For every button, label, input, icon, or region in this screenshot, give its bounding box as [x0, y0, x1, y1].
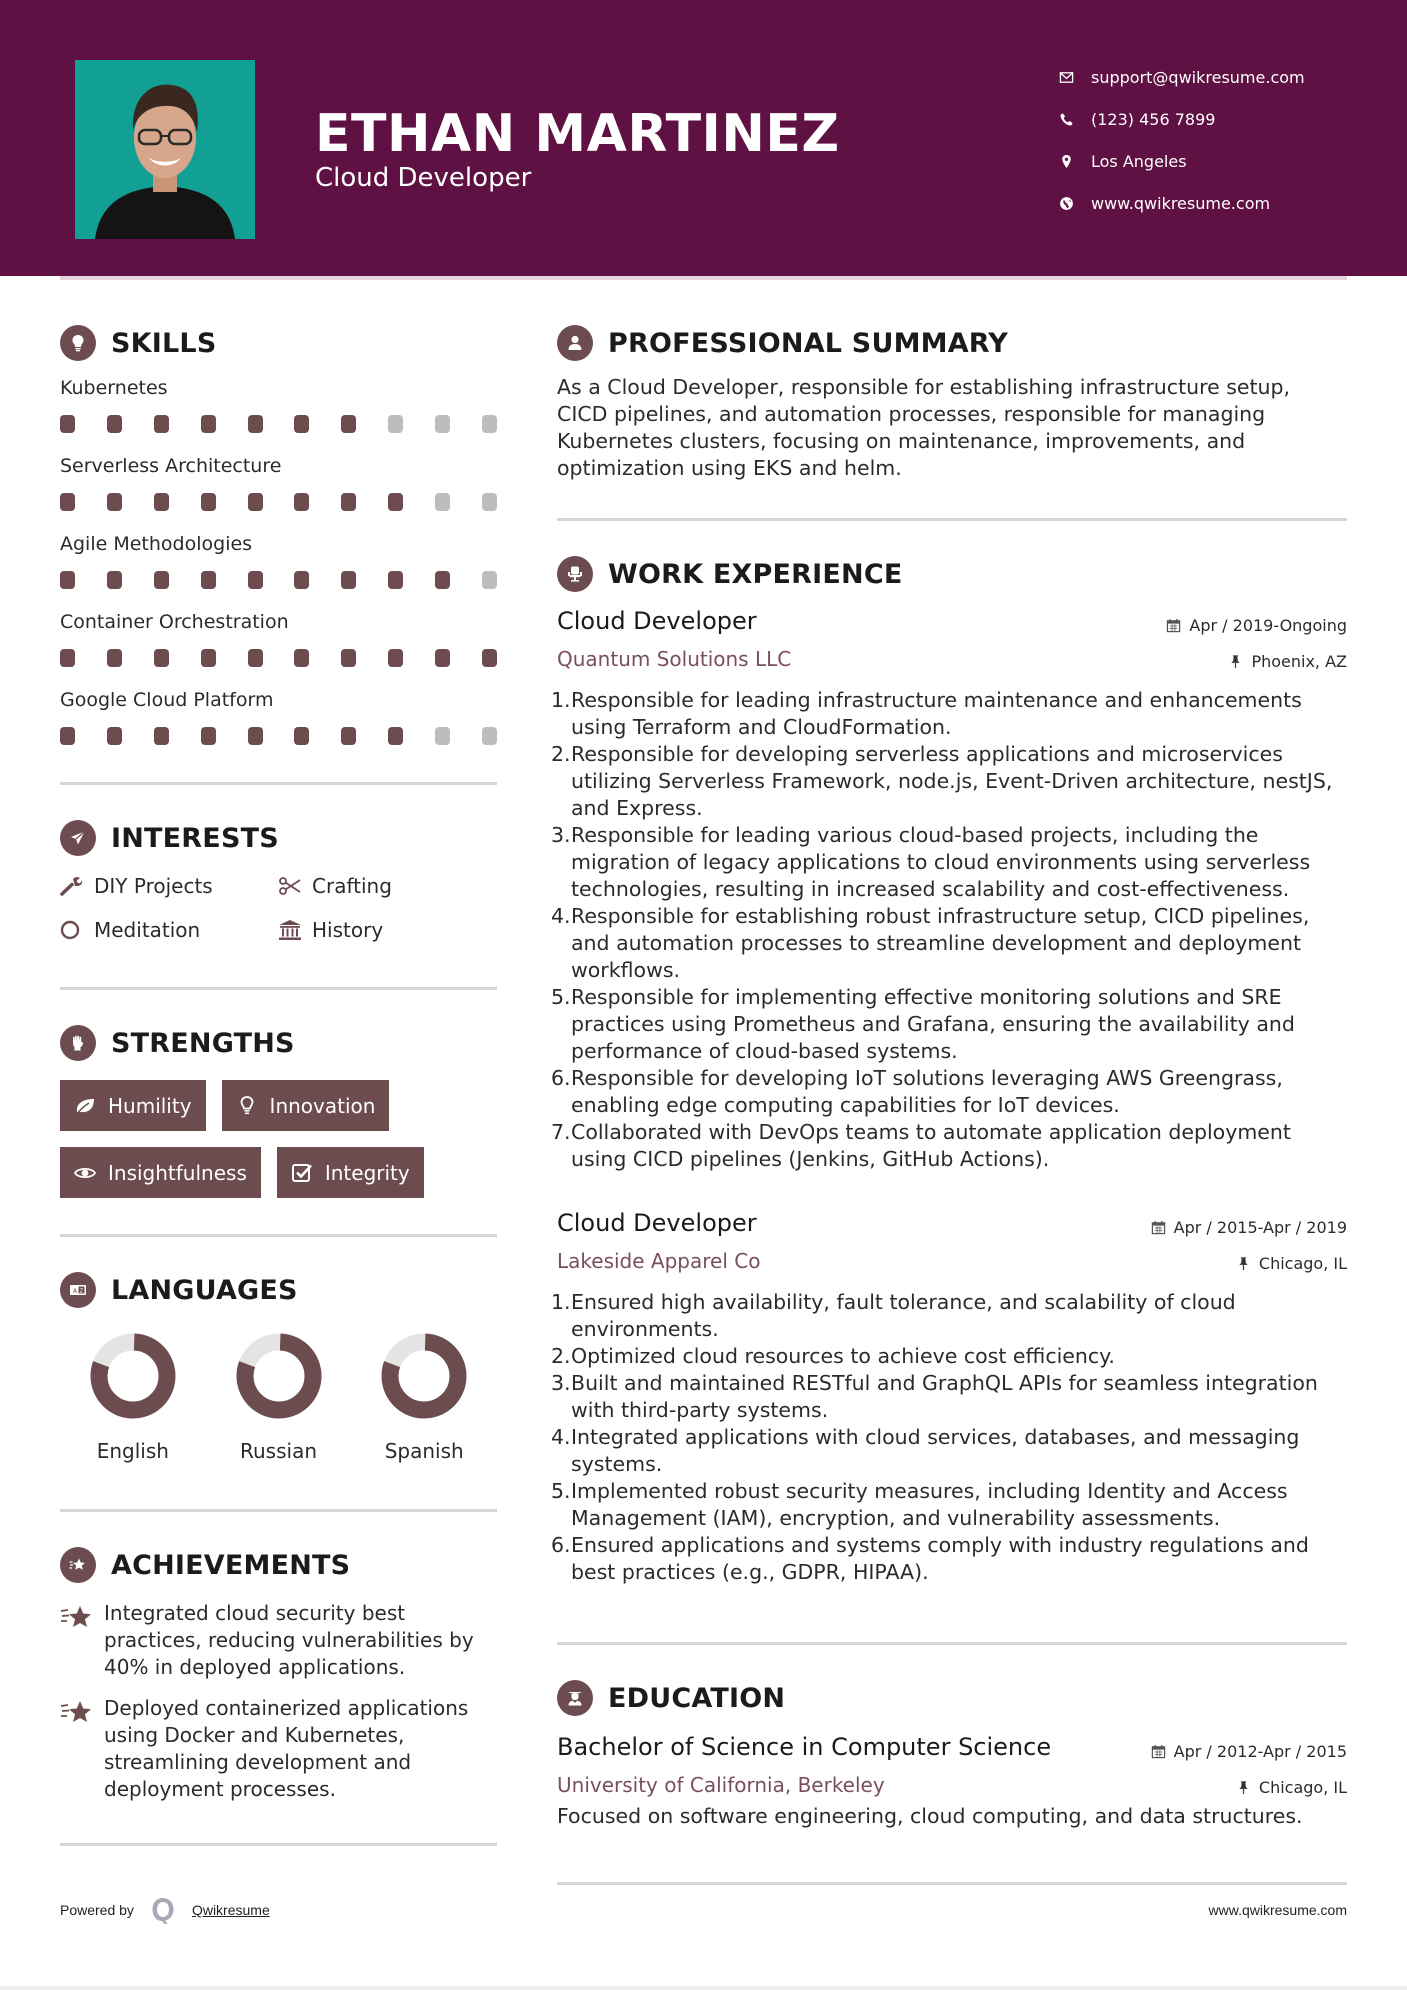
skill-dot-empty [388, 415, 403, 433]
summary-heading [557, 318, 1347, 368]
section-divider [60, 987, 497, 990]
skill-dot-empty [482, 571, 497, 589]
education-dates: Apr / 2012-Apr / 2015 [1151, 1742, 1347, 1761]
work-title: WORK EXPERIENCE [608, 558, 903, 590]
skill-dot-filled [248, 493, 263, 511]
skill-dot-filled [341, 649, 356, 667]
interest-item [278, 913, 496, 947]
wrench-icon [60, 875, 86, 897]
responsibility-item: 4. Responsible for establishing robust infrastructure setup, CICD pipelines, and automation processes to streamline development and deployment workflows. [551, 904, 1310, 982]
education-title: EDUCATION [608, 1682, 786, 1714]
job-dates: Apr / 2015-Apr / 2019 [1151, 1218, 1347, 1237]
job-location: Chicago, IL [1236, 1254, 1347, 1273]
responsibility-item: 6. Ensured applications and systems comply with industry regulations and best practices (e.g., GDPR, HIPAA). [551, 1533, 1309, 1584]
skill-dot-empty [482, 493, 497, 511]
skill-dot-filled [435, 571, 450, 589]
language-name: English [96, 1439, 169, 1463]
job-dates: Apr / 2019-Ongoing [1166, 616, 1347, 635]
language-item [351, 1333, 497, 1463]
job-title: Cloud Developer [557, 607, 757, 635]
responsibility-item: 5. Implemented robust security measures, including Identity and Access Management (IAM), encryption, and vulnerability assessments. [551, 1479, 1288, 1530]
person-portrait-icon [75, 60, 255, 239]
pushpin-icon [1228, 654, 1243, 669]
powered-by-label: Powered by [60, 1902, 134, 1918]
skill-name: Container Orchestration [60, 611, 289, 633]
skill-dot-filled [107, 493, 122, 511]
interest-label: Crafting [312, 874, 392, 898]
contact-list [1055, 56, 1305, 224]
job-company: Quantum Solutions LLC [557, 647, 792, 671]
degree-name: Bachelor of Science in Computer Science [557, 1733, 1052, 1761]
skill-dot-empty [435, 415, 450, 433]
skill-dot-filled [341, 415, 356, 433]
education-heading [557, 1673, 1347, 1723]
section-divider [557, 518, 1347, 521]
interests-heading [60, 813, 497, 863]
interest-item [60, 913, 278, 947]
footer-website[interactable]: www.qwikresume.com [1208, 1902, 1347, 1918]
strength-label: Innovation [269, 1093, 376, 1118]
lightbulb-icon [234, 1095, 260, 1117]
skill-dot-filled [294, 493, 309, 511]
achievements-heading [60, 1540, 497, 1590]
skills-title: SKILLS [111, 327, 217, 359]
strengths-heading [60, 1018, 497, 1068]
contact-location [1055, 140, 1305, 182]
interest-label: Meditation [94, 918, 201, 942]
section-divider [60, 1843, 497, 1846]
skill-rating [60, 402, 497, 446]
strength-label: Humility [108, 1093, 192, 1118]
skill-item [60, 608, 497, 680]
contact-website[interactable] [1055, 182, 1305, 224]
skill-dot-filled [154, 571, 169, 589]
skill-item [60, 452, 497, 524]
skill-dot-filled [248, 571, 263, 589]
left-column [60, 318, 497, 1846]
responsibility-item: 3. Built and maintained RESTful and GraphQL APIs for seamless integration with third-party systems. [551, 1371, 1318, 1422]
envelope-icon [1055, 67, 1077, 87]
responsibility-item: 4. Integrated applications with cloud services, databases, and messaging systems. [551, 1425, 1300, 1476]
languages-list [60, 1333, 497, 1463]
globe-icon [1055, 193, 1077, 213]
skill-dot-filled [154, 649, 169, 667]
skill-dot-filled [60, 415, 75, 433]
skill-dot-filled [388, 571, 403, 589]
page-bottom-edge [0, 1986, 1407, 1990]
circle-icon [60, 919, 86, 941]
calendar-icon [1166, 618, 1181, 633]
languages-title: LANGUAGES [111, 1274, 298, 1306]
strength-tag [60, 1080, 206, 1131]
skill-dot-filled [201, 727, 216, 745]
job-title: Cloud Developer [557, 1209, 757, 1237]
paper-plane-icon [60, 820, 96, 856]
qwikresume-logo-icon [148, 1895, 178, 1925]
skill-dot-empty [482, 415, 497, 433]
section-divider [557, 1642, 1347, 1645]
skill-name: Serverless Architecture [60, 455, 282, 477]
skill-dot-filled [107, 649, 122, 667]
section-divider [60, 1234, 497, 1237]
section-divider [60, 782, 497, 785]
interests-title: INTERESTS [111, 822, 279, 854]
interests-list [60, 869, 497, 947]
skill-rating [60, 480, 497, 524]
language-item [60, 1333, 206, 1463]
skill-rating [60, 558, 497, 602]
candidate-name: ETHAN MARTINEZ [315, 104, 840, 164]
strength-tag [222, 1080, 390, 1131]
summary-section [557, 318, 1347, 482]
language-donut-chart [381, 1333, 467, 1419]
job-responsibilities [551, 687, 1347, 1173]
user-icon [557, 325, 593, 361]
skill-item [60, 530, 497, 602]
skill-dot-filled [201, 571, 216, 589]
skill-dot-filled [107, 727, 122, 745]
skill-dot-filled [60, 571, 75, 589]
skill-dot-filled [248, 649, 263, 667]
summary-title: PROFESSIONAL SUMMARY [608, 327, 1009, 359]
skill-name: Kubernetes [60, 377, 168, 399]
calendar-icon [1151, 1744, 1166, 1759]
contact-email[interactable] [1055, 56, 1305, 98]
skill-dot-filled [388, 649, 403, 667]
leaf-icon [72, 1095, 98, 1117]
job-entry [551, 599, 1347, 1173]
skill-dot-empty [435, 727, 450, 745]
skill-dot-filled [60, 727, 75, 745]
skill-rating [60, 714, 497, 758]
fist-icon [60, 1025, 96, 1061]
bank-icon [278, 919, 304, 941]
powered-by [60, 1895, 270, 1925]
skill-dot-empty [482, 727, 497, 745]
skill-dot-filled [248, 727, 263, 745]
skill-dot-filled [341, 493, 356, 511]
interest-item [60, 869, 278, 903]
contact-website-text[interactable]: www.qwikresume.com [1091, 193, 1271, 213]
star-icon [60, 1695, 104, 1803]
star-badge-icon [60, 1547, 96, 1583]
skill-dot-filled [341, 571, 356, 589]
job-entry [551, 1201, 1347, 1586]
achievement-text: Integrated cloud security best practices, reducing vulnerabilities by 40% in deployed applications. [104, 1601, 474, 1679]
strengths-section [60, 1018, 497, 1198]
responsibility-item: 3. Responsible for leading various cloud-based projects, including the migration of legacy applications to cloud environments using serverless technologies, resulting in increased scalability and cost-effectiveness. [551, 823, 1311, 901]
achievements-section [60, 1540, 497, 1803]
strength-tag [60, 1147, 261, 1198]
languages-heading [60, 1265, 497, 1315]
skill-dot-filled [60, 649, 75, 667]
languages-section [60, 1265, 497, 1463]
eye-icon [72, 1162, 98, 1184]
skill-dot-filled [201, 415, 216, 433]
pushpin-icon [1236, 1780, 1251, 1795]
language-donut-chart [236, 1333, 322, 1419]
skill-dot-filled [435, 649, 450, 667]
contact-email-text[interactable]: support@qwikresume.com [1091, 67, 1305, 87]
svg-text:Z: Z [79, 1288, 84, 1295]
responsibility-item: 2. Responsible for developing serverless applications and microservices utilizing Serverless Framework, node.js, Event-Driven architecture, nestJS, and Express. [551, 742, 1333, 820]
education-description: Focused on software engineering, cloud computing, and data structures. [557, 1804, 1303, 1828]
check-square-icon [289, 1162, 315, 1184]
star-icon [60, 1600, 104, 1681]
header-divider [60, 276, 1347, 280]
strength-tag [277, 1147, 424, 1198]
resume-header [0, 0, 1407, 276]
skill-dot-filled [294, 649, 309, 667]
interests-section [60, 813, 497, 947]
skill-dot-filled [107, 571, 122, 589]
achievement-item [60, 1695, 497, 1803]
work-heading [557, 549, 1347, 599]
page-footer [60, 1895, 1347, 1925]
skill-dot-filled [154, 727, 169, 745]
office-chair-icon [557, 556, 593, 592]
language-item [206, 1333, 352, 1463]
calendar-icon [1151, 1220, 1166, 1235]
svg-text:A: A [73, 1288, 78, 1295]
qwikresume-link[interactable]: Qwikresume [191, 1902, 270, 1918]
responsibility-item: 5. Responsible for implementing effective monitoring solutions and SRE practices using Prometheus and Grafana, ensuring the availability and performance of cloud-based systems. [551, 985, 1295, 1063]
pushpin-icon [1236, 1256, 1251, 1271]
candidate-role: Cloud Developer [315, 163, 532, 193]
skill-item [60, 686, 497, 758]
section-divider [557, 1882, 1347, 1885]
map-marker-icon [1055, 151, 1077, 171]
skill-dot-empty [435, 493, 450, 511]
job-responsibilities [551, 1289, 1347, 1586]
skills-heading [60, 318, 497, 368]
achievement-item [60, 1600, 497, 1681]
skill-name: Agile Methodologies [60, 533, 253, 555]
skill-dot-filled [201, 649, 216, 667]
skill-dot-filled [294, 415, 309, 433]
skill-dot-filled [294, 571, 309, 589]
job-location: Phoenix, AZ [1228, 652, 1347, 671]
responsibility-item: 1. Responsible for leading infrastructure maintenance and enhancements using Terraform and CloudFormation. [551, 688, 1302, 739]
phone-icon [1055, 109, 1077, 129]
skills-list [60, 374, 497, 758]
contact-phone-text[interactable]: (123) 456 7899 [1091, 109, 1216, 129]
right-column [551, 318, 1347, 1885]
summary-text: As a Cloud Developer, responsible for establishing infrastructure setup, CICD pipelines, and automation processes, responsible for managing Kubernetes clusters, focusing on maintenance, improvements, and optimization using EKS and helm. [557, 375, 1291, 480]
job-company: Lakeside Apparel Co [557, 1249, 761, 1273]
lightbulb-icon [60, 325, 96, 361]
education-location: Chicago, IL [1236, 1778, 1347, 1797]
language-name: Russian [240, 1439, 318, 1463]
responsibility-item: 6. Responsible for developing IoT solutions leveraging AWS Greengrass, enabling edge computing capabilities for IoT devices. [551, 1066, 1283, 1117]
achievements-title: ACHIEVEMENTS [111, 1549, 351, 1581]
work-experience-section [551, 549, 1347, 1586]
responsibility-item: 7. Collaborated with DevOps teams to automate application deployment using CICD pipelines (Jenkins, GitHub Actions). [551, 1120, 1291, 1171]
skill-dot-filled [248, 415, 263, 433]
interest-item [278, 869, 496, 903]
language-icon [60, 1272, 96, 1308]
skill-dot-filled [154, 493, 169, 511]
graduate-icon [557, 1680, 593, 1716]
school-name: University of California, Berkeley [557, 1773, 885, 1797]
strengths-list [60, 1080, 497, 1198]
scissors-icon [278, 875, 304, 897]
skill-dot-filled [154, 415, 169, 433]
skill-dot-filled [201, 493, 216, 511]
skill-dot-filled [294, 727, 309, 745]
achievement-text: Deployed containerized applications using Docker and Kubernetes, streamlining development and deployment processes. [104, 1696, 469, 1801]
skills-section [60, 318, 497, 758]
language-donut-chart [90, 1333, 176, 1419]
skill-item [60, 374, 497, 446]
responsibility-item: 1. Ensured high availability, fault tolerance, and scalability of cloud environments. [551, 1290, 1236, 1341]
responsibility-item: 2. Optimized cloud resources to achieve cost efficiency. [551, 1344, 1115, 1368]
skill-dot-filled [107, 415, 122, 433]
skill-dot-filled [388, 493, 403, 511]
section-divider [60, 1509, 497, 1512]
profile-photo [75, 60, 255, 239]
skill-dot-filled [60, 493, 75, 511]
skill-dot-filled [341, 727, 356, 745]
strength-label: Integrity [324, 1160, 410, 1185]
contact-location-text: Los Angeles [1091, 151, 1187, 171]
interest-label: History [312, 918, 384, 942]
interest-label: DIY Projects [94, 874, 213, 898]
education-section [557, 1673, 1347, 1830]
language-name: Spanish [384, 1439, 464, 1463]
contact-phone[interactable] [1055, 98, 1305, 140]
strength-label: Insightfulness [108, 1160, 247, 1185]
skill-dot-filled [388, 727, 403, 745]
skill-name: Google Cloud Platform [60, 689, 274, 711]
skill-rating [60, 636, 497, 680]
skill-dot-filled [482, 649, 497, 667]
strengths-title: STRENGTHS [111, 1027, 295, 1059]
